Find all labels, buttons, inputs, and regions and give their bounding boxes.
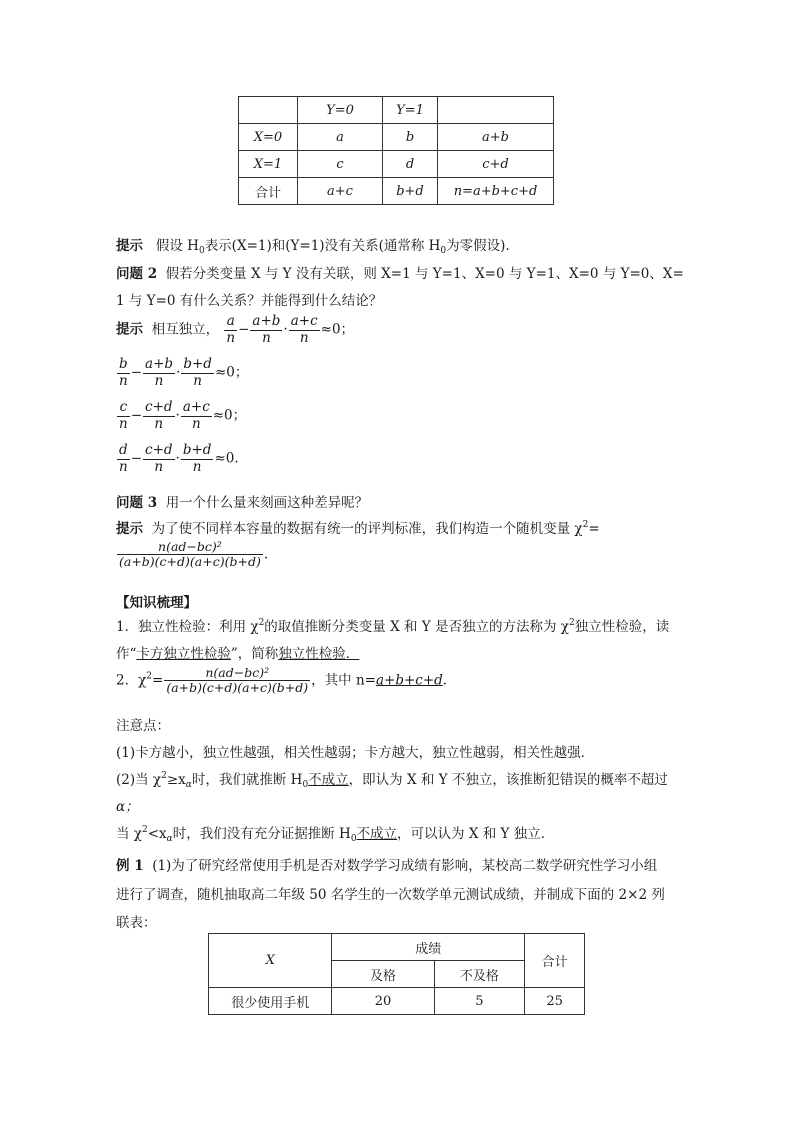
table-cell: b [383, 124, 438, 151]
table-cell: X=0 [239, 124, 298, 151]
question-3-line [116, 491, 368, 511]
hint-3-formula [116, 540, 268, 570]
superscript: 2 [582, 520, 589, 530]
section-heading: 【知识梳理】 [116, 595, 197, 611]
hint-line [116, 234, 510, 256]
hint-label: 提示 [116, 521, 143, 537]
hint-2-eq-2: $\frac{b}{n}$ − $\frac{a+b}{n}$ · $\frac{b+d}{n}$ ≈0； [119, 356, 249, 389]
fraction: $\frac{d}{n}$ [119, 442, 128, 475]
table-cell [239, 97, 298, 124]
underlined-term: 不成立 [356, 826, 398, 842]
table-cell: n=a+b+c+d [438, 178, 554, 205]
hint-text: 相互独立， [151, 321, 220, 338]
note-3: 当 $\chi^2<x_\alpha$时，我们没有充分证据推断 $H_0$不成立，可以认为 X 和 Y 独立． [116, 825, 555, 844]
table-cell: X=1 [239, 151, 298, 178]
hint-2-eq-4: $\frac{d}{n}$ − $\frac{c+d}{n}$ · $\frac{b+d}{n}$ ≈0. [119, 442, 239, 475]
chi-square-fraction: $\frac{\text{n(ad−bc)²}}{(a+b)(c+d)(a+c)(b+d)}$ [119, 539, 261, 570]
table-cell: X [209, 934, 332, 988]
approx-text: ≈0； [214, 364, 249, 381]
fraction: $\frac{b+d}{n}$ [182, 442, 212, 475]
note-1: (1)卡方越小，独立性越强，相关性越弱；卡方越大，独立性越弱，相关性越强． [116, 745, 595, 761]
example-label: 例 1 [116, 858, 144, 874]
underlined-term: 独立性检验． [278, 646, 360, 662]
hint-text: 为零假设). [446, 238, 510, 254]
fraction: $\frac{c}{n}$ [119, 399, 128, 432]
fraction: $\frac{b}{n}$ [119, 356, 128, 389]
knowledge-item-2: 2．$\chi^2=$ $\frac{\text{n(ad−bc)²}}{(a+b)(c+d)(a+c)(b+d)}$ ，其中 n=a+b+c+d. [116, 665, 448, 696]
table-cell: c [298, 151, 383, 178]
example-1-line-3: 联表： [116, 915, 157, 931]
hint-text: 假设 H [155, 238, 199, 254]
contingency-table-abstract [238, 96, 554, 205]
question-label: 问题 2 [116, 266, 158, 282]
fraction: $\frac{b+d}{n}$ [183, 356, 212, 389]
example-1-line-1: 例 1 (1)为了研究经常使用手机是否对数学学习成绩有影响，某校高二数学研究性学习小组 [116, 858, 658, 874]
table-cell: 及格 [332, 961, 434, 988]
table-cell: 合计 [239, 178, 298, 205]
underlined-term: 卡方独立性检验 [136, 646, 231, 662]
table-cell: 20 [332, 988, 434, 1015]
underlined-term: 不成立 [308, 772, 349, 788]
note-2-line-1: (2)当 $\chi^2\ge x_\alpha$时，我们就推断 $H_0$不成立，即认为 X 和 Y 不独立，该推断犯错误的概率不超过 [116, 771, 668, 790]
table-cell [438, 97, 554, 124]
approx-text: ≈0. [214, 450, 239, 467]
table-cell: 合计 [525, 934, 585, 988]
question-2-line-1 [116, 262, 684, 282]
table-cell: 5 [434, 988, 525, 1015]
hint-text: 表示(X=1)和(Y=1)没有关系(通常称 H [204, 238, 441, 254]
fraction: $\frac{a+c}{n}$ [290, 313, 318, 346]
approx-text: ≈0； [320, 321, 355, 338]
example-1-line-2: 进行了调查，随机抽取高二年级 50 名学生的一次数学单元测试成绩，并制成下面的 2×2 列 [116, 887, 665, 903]
table-cell: c+d [438, 151, 554, 178]
question-text: 用一个什么量来刻画这种差异呢？ [165, 495, 369, 511]
hint-label: 提示 [116, 321, 143, 338]
underlined-answer: a+b+c+d [375, 672, 443, 689]
chi-square-fraction: $\frac{\text{n(ad−bc)²}}{(a+b)(c+d)(a+c)(b+d)}$ [166, 665, 309, 696]
hint-3-line [116, 517, 600, 537]
table-cell: 25 [525, 988, 585, 1015]
fraction: $\frac{c+d}{n}$ [145, 399, 173, 432]
fraction: $\frac{a+b}{n}$ [145, 356, 174, 389]
table-header-row [239, 97, 554, 124]
fraction: $\frac{a+b}{n}$ [252, 313, 281, 346]
table-row [239, 124, 554, 151]
phone-usage-table [208, 933, 585, 1015]
hint-text: 为了使不同样本容量的数据有统一的评判标准，我们构造一个随机变量 χ [151, 521, 583, 537]
table-cell: d [383, 151, 438, 178]
table-row [209, 988, 585, 1015]
fraction: $\frac{a}{n}$ [226, 313, 236, 346]
hint-2-eq-3: $\frac{c}{n}$ − $\frac{c+d}{n}$ · $\frac{a+c}{n}$ ≈0； [119, 399, 247, 432]
hint-label: 提示 [116, 238, 143, 254]
question-label: 问题 3 [116, 495, 158, 511]
notes-heading: 注意点： [116, 718, 170, 734]
table-cell: 不及格 [434, 961, 525, 988]
knowledge-item-1-line-2: 作“卡方独立性检验”，简称独立性检验． [116, 646, 360, 662]
fraction: $\frac{a+c}{n}$ [182, 399, 210, 432]
hint-text: = [588, 521, 600, 537]
subscript: 0 [440, 246, 447, 256]
hint-text: . [263, 546, 269, 563]
table-cell: a [298, 124, 383, 151]
note-2-line-2: α； [116, 799, 139, 815]
fraction: $\frac{c+d}{n}$ [145, 442, 173, 475]
knowledge-item-1-line-1: 1．独立性检验：利用 $\chi^2$的取值推断分类变量 X 和 Y 是否独立的方法称为 $\chi^2$独立性检验，读 [116, 618, 670, 635]
question-text: 1 与 Y=0 有什么关系？并能得到什么结论？ [116, 293, 383, 309]
table-cell: a+b [438, 124, 554, 151]
approx-text: ≈0； [212, 407, 247, 424]
table-cell: Y=1 [383, 97, 438, 124]
table-cell: 成绩 [332, 934, 525, 961]
table-cell: b+d [383, 178, 438, 205]
table-row [239, 151, 554, 178]
table-cell: 很少使用手机 [209, 988, 332, 1015]
question-text: 假若分类变量 X 与 Y 没有关联，则 X=1 与 Y=1、X=0 与 Y=1、X=0 与 Y=0、X= [165, 266, 684, 282]
table-cell: Y=0 [298, 97, 383, 124]
table-header-row [209, 934, 585, 961]
table-cell: a+c [298, 178, 383, 205]
hint-2-eq-1: 提示 相互独立， $\frac{a}{n}$ − $\frac{a+b}{n}$ · $\frac{a+c}{n}$ ≈0； [116, 313, 355, 346]
table-row [239, 178, 554, 205]
subscript: 0 [198, 246, 205, 256]
question-2-line-2 [116, 289, 382, 309]
